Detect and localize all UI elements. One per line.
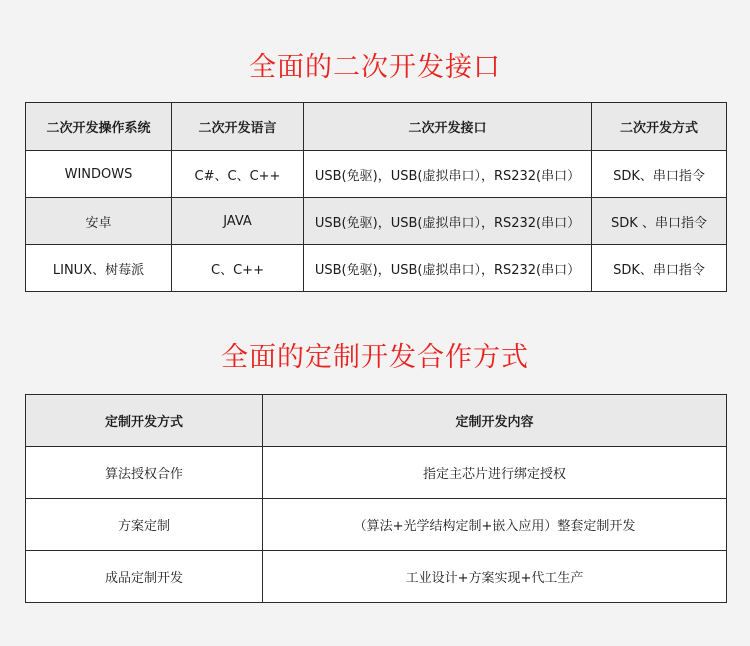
cell-method: SDK、串口指令 [592, 245, 727, 292]
header-os: 二次开发操作系统 [26, 103, 172, 151]
cell-custom-content: （算法+光学结构定制+嵌入应用）整套定制开发 [263, 499, 727, 551]
table-row [26, 551, 727, 603]
table-header-row [26, 395, 727, 447]
header-language: 二次开发语言 [172, 103, 304, 151]
table-row [26, 447, 727, 499]
table-header-row [26, 103, 727, 151]
section-title-custom-dev: 全面的定制开发合作方式 [221, 342, 529, 373]
cell-interface: USB(免驱)，USB(虚拟串口），RS232(串口） [304, 198, 592, 245]
header-custom-content: 定制开发内容 [263, 395, 727, 447]
secondary-dev-table [25, 102, 727, 292]
cell-interface: USB(免驱)，USB(虚拟串口），RS232(串口） [304, 245, 592, 292]
cell-custom-content: 指定主芯片进行绑定授权 [263, 447, 727, 499]
cell-language: C#、C、C++ [172, 151, 304, 198]
header-method: 二次开发方式 [592, 103, 727, 151]
cell-language: C、C++ [172, 245, 304, 292]
header-interface: 二次开发接口 [304, 103, 592, 151]
custom-dev-table [25, 394, 727, 603]
header-custom-method: 定制开发方式 [26, 395, 263, 447]
cell-interface: USB(免驱)，USB(虚拟串口），RS232(串口） [304, 151, 592, 198]
cell-os: WINDOWS [26, 151, 172, 198]
cell-custom-method: 成品定制开发 [26, 551, 263, 603]
section-title-secondary-dev: 全面的二次开发接口 [249, 52, 501, 83]
table-row [26, 499, 727, 551]
cell-os: LINUX、树莓派 [26, 245, 172, 292]
table-row [26, 198, 727, 245]
cell-custom-content: 工业设计+方案实现+代工生产 [263, 551, 727, 603]
cell-os: 安卓 [26, 198, 172, 245]
table-row [26, 151, 727, 198]
cell-method: SDK 、串口指令 [592, 198, 727, 245]
cell-language: JAVA [172, 198, 304, 245]
cell-custom-method: 方案定制 [26, 499, 263, 551]
table-row [26, 245, 727, 292]
cell-custom-method: 算法授权合作 [26, 447, 263, 499]
cell-method: SDK、串口指令 [592, 151, 727, 198]
